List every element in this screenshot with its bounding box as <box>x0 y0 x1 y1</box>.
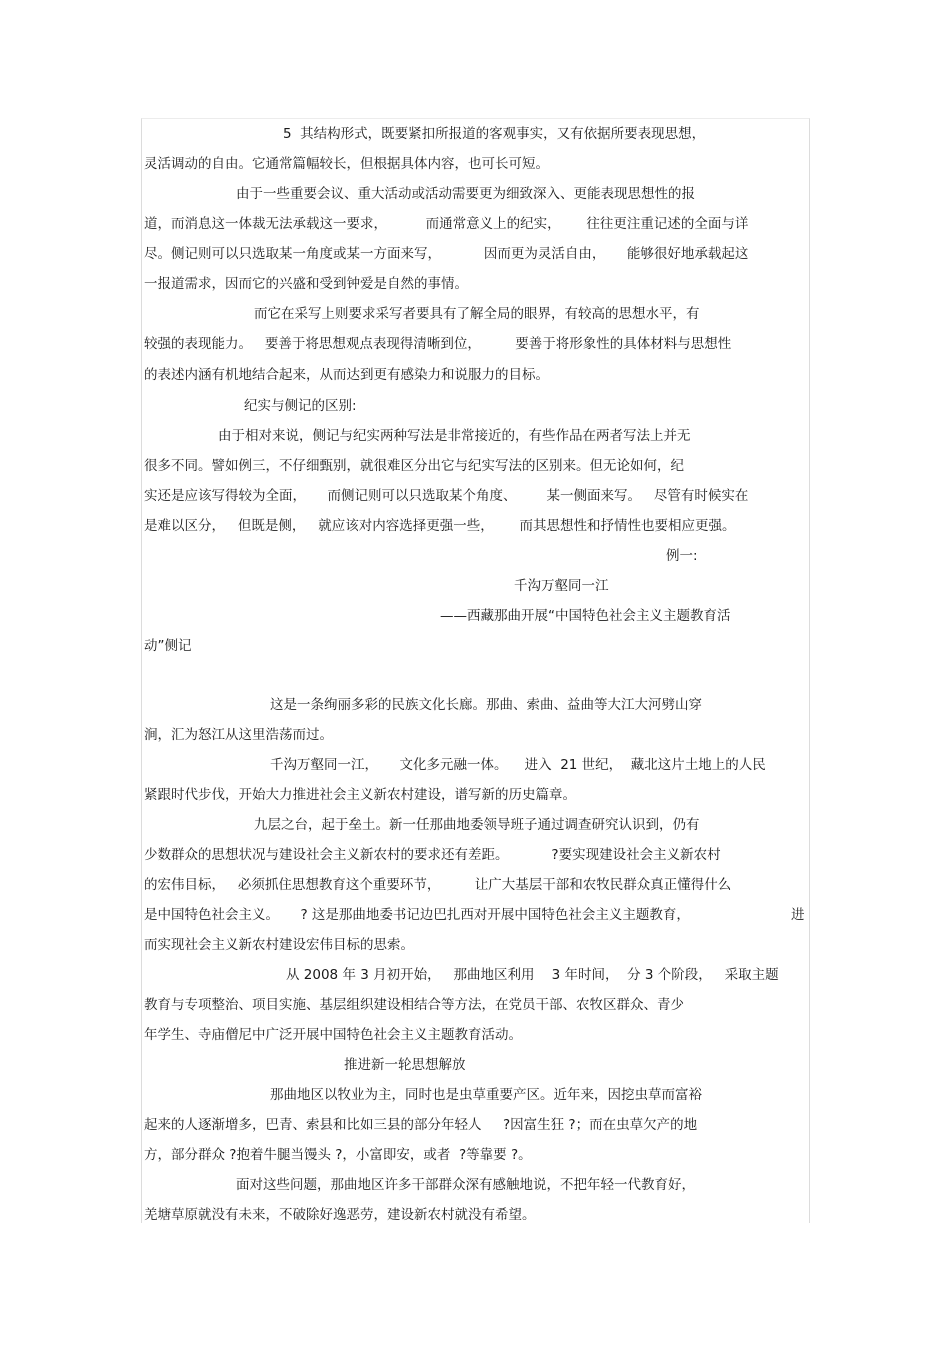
text-line: 起来的人逐渐增多，巴青、索县和比如三县的部分年轻人 ?因富生狂 ?；而在虫草欠产的地 <box>144 1117 698 1133</box>
text-line: 年学生、寺庙僧尼中广泛开展中国特色社会主义主题教育活动。 <box>144 1027 522 1043</box>
text-line: 那曲地区以牧业为主，同时也是虫草重要产区。近年来，因挖虫草而富裕 <box>270 1087 702 1103</box>
example-label: 例一: <box>666 548 698 564</box>
text-line: 面对这些问题，那曲地区许多干部群众深有感触地说，不把年轻一代教育好， <box>236 1177 695 1193</box>
text-line: 千沟万壑同一江， 文化多元融一体。 进入 21 世纪， 藏北这片土地上的人民 <box>270 757 766 773</box>
text-line: 5 其结构形式，既要紧扣所报道的客观事实，又有依据所要表现思想， <box>283 126 706 142</box>
article-title: 千沟万壑同一江 <box>514 578 609 594</box>
text-line: 尽。侧记则可以只选取某一角度或某一方面来写， 因而更为灵活自由， 能够很好地承载起这 <box>144 246 749 262</box>
section-heading: 推进新一轮思想解放 <box>344 1057 466 1073</box>
text-line: 而它在采写上则要求采写者要具有了解全局的眼界，有较高的思想水平，有 <box>254 306 700 322</box>
text-line: 这是一条绚丽多彩的民族文化长廊。那曲、索曲、益曲等大江大河劈山穿 <box>270 697 702 713</box>
text-line: 灵活调动的自由。它通常篇幅较长，但根据具体内容，也可长可短。 <box>144 156 549 172</box>
text-line: 九层之台，起于垒土。新一任那曲地委领导班子通过调查研究认识到，仍有 <box>254 817 700 833</box>
text-line: 道，而消息这一体裁无法承载这一要求， 而通常意义上的纪实， 往往更注重记述的全面与详 <box>144 216 749 232</box>
text-line: 一报道需求，因而它的兴盛和受到钟爱是自然的事情。 <box>144 276 468 292</box>
text-line: 由于相对来说，侧记与纪实两种写法是非常接近的，有些作品在两者写法上并无 <box>218 428 691 444</box>
text-line: 从 2008 年 3 月初开始， 那曲地区利用 3 年时间， 分 3 个阶段， 采取主题 <box>286 967 779 983</box>
article-subtitle: ——西藏那曲开展“中国特色社会主义主题教育活 <box>440 608 731 624</box>
text-line: 很多不同。譬如例三，不仔细甄别，就很难区分出它与纪实写法的区别来。但无论如何，纪 <box>144 458 684 474</box>
text-line: 是中国特色社会主义。 ? 这是那曲地委书记边巴扎西对开展中国特色社会主义主题教育， <box>144 907 690 923</box>
text-line: 羌塘草原就没有未来，不破除好逸恶劳，建设新农村就没有希望。 <box>144 1207 536 1223</box>
text-line: 方，部分群众 ?抱着牛腿当馒头 ?，小富即安，或者 ?等靠要 ?。 <box>144 1147 532 1163</box>
text-line: 是难以区分， 但既是侧， 就应该对内容选择更强一些， 而其思想性和抒情性也要相应更强。 <box>144 518 736 534</box>
text-line: 进 <box>791 907 805 923</box>
text-line: 实还是应该写得较为全面， 而侧记则可以只选取某个角度、 某一侧面来写。 尽管有时候实在 <box>144 488 749 504</box>
article-subtitle: 动”侧记 <box>144 638 192 654</box>
text-line: 涧，汇为怒江从这里浩荡而过。 <box>144 727 333 743</box>
text-line: 紧跟时代步伐，开始大力推进社会主义新农村建设，谱写新的历史篇章。 <box>144 787 576 803</box>
text-line: 而实现社会主义新农村建设宏伟目标的思索。 <box>144 937 414 953</box>
text-line: 的表述内涵有机地结合起来，从而达到更有感染力和说服力的目标。 <box>144 367 549 383</box>
text-line: 的宏伟目标， 必须抓住思想教育这个重要环节， 让广大基层干部和农牧民群众真正懂得什么 <box>144 877 732 893</box>
text-line: 较强的表现能力。 要善于将思想观点表现得清晰到位， 要善于将形象性的具体材料与思想性 <box>144 336 732 352</box>
section-heading: 纪实与侧记的区别: <box>244 398 357 414</box>
text-line: 由于一些重要会议、重大活动或活动需要更为细致深入、更能表现思想性的报 <box>236 186 695 202</box>
text-line: 教育与专项整治、项目实施、基层组织建设相结合等方法，在党员干部、农牧区群众、青少 <box>144 997 684 1013</box>
text-line: 少数群众的思想状况与建设社会主义新农村的要求还有差距。 ?要实现建设社会主义新农村 <box>144 847 721 863</box>
